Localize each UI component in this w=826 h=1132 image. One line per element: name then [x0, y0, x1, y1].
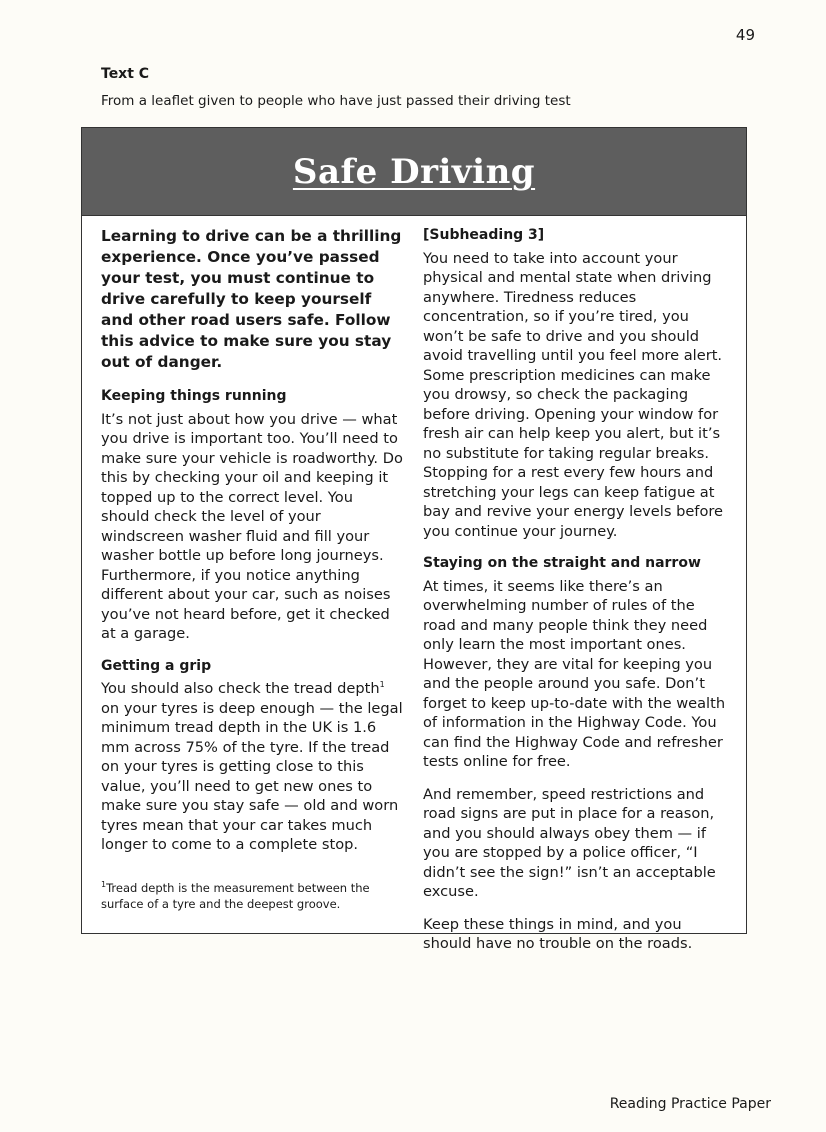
footnote — [101, 880, 401, 912]
text-label: Text C — [101, 66, 150, 82]
paragraph-subheading-3: You need to take into account your physical and mental state when driving anywhere. Tiredness reduces concentration, so if you’re tired, you won’t be safe to drive and you should avoid travelling until you feel more alert. Some prescription medicines can make you drowsy, so check the packaging before driving. Opening your window for fresh air can help keep you alert, but it’s no substitute for taking regular breaks. Stopping for a rest every few hours and stretching your legs can keep fatigue at bay and revive your energy levels before you continue your journey. — [423, 249, 724, 540]
left-column — [101, 226, 403, 868]
paragraph-speed-restrictions: And remember, speed restrictions and road signs are put in place for a reason, and you should always obey them — if you are stopped by a police officer, “I didn’t see the sign!” isn’t an acceptable excuse. — [423, 785, 716, 900]
subheading-keeping-things-running: Keeping things running — [101, 388, 287, 404]
footnote-text: Tread depth is the measurement between the surface of a tyre and the deepest groove. — [101, 881, 370, 911]
subheading-straight-and-narrow: Staying on the straight and narrow — [423, 555, 701, 571]
footnote-marker: 1 — [101, 880, 107, 890]
leaflet-banner — [82, 128, 746, 216]
page-number: 49 — [735, 26, 755, 44]
paragraph-closing: Keep these things in mind, and you should have no trouble on the roads. — [423, 915, 693, 952]
paragraph-keeping-things-running: It’s not just about how you drive — what you drive is important too. You’ll need to make sure your vehicle is roadworthy. Do this by checking your oil and keeping it topped up to the correct level. You should check the level of your windscreen washer fluid and fill your washer bottle up before long journeys. Furthermore, if you notice anything different about your car, such as noises you’ve not heard before, get it checked at a garage. — [101, 410, 403, 642]
intro-paragraph: Learning to drive can be a thrilling experience. Once you’ve passed your test, you must continue to drive carefully to keep yourself and other road users safe. Follow this advice to make sure you stay out of danger. — [101, 227, 402, 371]
leaflet — [81, 127, 747, 952]
leaflet-title: Safe Driving — [292, 151, 536, 192]
paragraph-getting-a-grip-rest: on your tyres is deep enough — the legal minimum tread depth in the UK is 1.6 mm across 75% of the tyre. If the tread on your tyres is getting close to this value, you’ll need to get new ones to make sure you stay safe — old and worn tyres mean that your car takes much longer to come to a complete stop. — [101, 699, 403, 853]
paragraph-getting-a-grip-start: You should also check the tread depth — [101, 680, 380, 697]
page-footer: Reading Practice Paper — [609, 1096, 771, 1112]
paragraph-straight-and-narrow: At times, it seems like there’s an overwhelming number of rules of the road and many people think they need only learn the most important ones. However, they are vital for keeping you and the people around you safe. Don’t forget to keep up-to-date with the wealth of information in the Highway Code. You can find the Highway Code and refresher tests online for free. — [423, 577, 726, 770]
paragraph-getting-a-grip — [101, 679, 403, 855]
right-column — [423, 226, 729, 954]
subheading-3: [Subheading 3] — [423, 227, 545, 243]
subheading-getting-a-grip: Getting a grip — [101, 657, 212, 674]
footnote-reference: 1 — [379, 680, 385, 690]
source-line: From a leaflet given to people who have just passed their driving test — [101, 93, 571, 109]
